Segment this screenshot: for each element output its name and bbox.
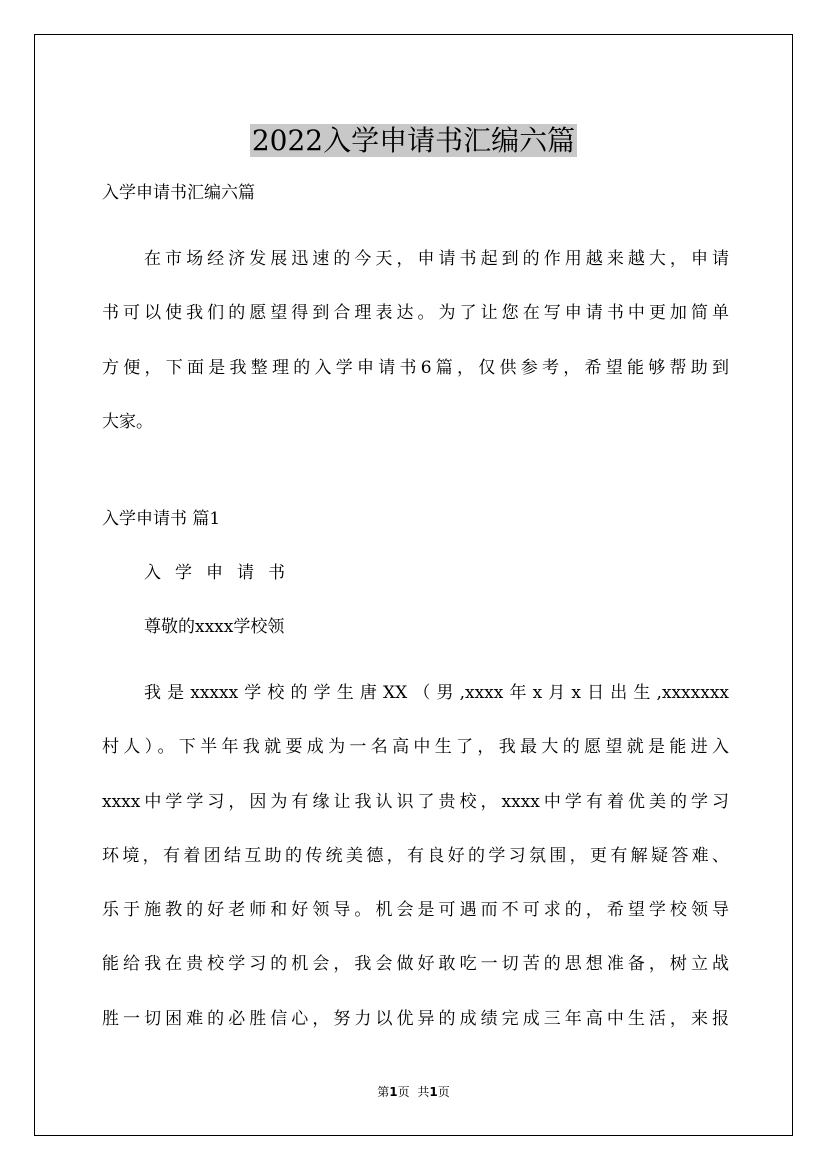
letter-body xyxy=(102,666,729,1046)
document-title-text: 2022入学申请书汇编六篇 xyxy=(251,123,576,157)
body-line: 环境，有着团结互助的传统美德，有良好的学习氛围，更有解疑答难、 xyxy=(102,845,729,866)
body-line: 能给我在贵校学习的机会，我会做好敢吃一切苦的思想准备，树立战 xyxy=(102,954,729,975)
intro-heading: 入学申请书汇编六篇 xyxy=(102,183,255,203)
body-line: 村人）。下半年我就要成为一名高中生了，我最大的愿望就是能进入 xyxy=(102,737,729,758)
intro-paragraph xyxy=(102,232,729,449)
page-footer xyxy=(0,1083,827,1101)
letter-title: 入学申请书 xyxy=(144,563,299,583)
body-line: 乐于施教的好老师和好领导。机会是可遇而不可求的，希望学校领导 xyxy=(102,900,729,921)
section-heading: 入学申请书 篇1 xyxy=(102,509,221,529)
body-line: 我是xxxxx学校的学生唐XX（男,xxxx年x月x日出生,xxxxxxx xyxy=(144,683,729,703)
footer-total-prefix: 共 xyxy=(417,1085,430,1099)
intro-line: 书可以使我们的愿望得到合理表达。为了让您在写申请书中更加简单 xyxy=(102,303,729,324)
footer-page-number: 1 xyxy=(389,1085,398,1099)
footer-prefix: 第 xyxy=(377,1085,390,1099)
footer-page-suffix: 页 xyxy=(397,1085,410,1099)
footer-total-suffix: 页 xyxy=(437,1085,450,1099)
intro-line: 在市场经济发展迅速的今天，申请书起到的作用越来越大，申请 xyxy=(144,249,729,269)
body-line: xxxx中学学习，因为有缘让我认识了贵校，xxxx中学有着优美的学习 xyxy=(102,791,729,812)
intro-line: 方便，下面是我整理的入学申请书6篇，仅供参考，希望能够帮助到 xyxy=(102,357,729,378)
intro-line: 大家。 xyxy=(102,411,153,432)
document-title xyxy=(0,119,827,163)
body-line: 胜一切困难的必胜信心，努力以优异的成绩完成三年高中生活，来报 xyxy=(102,1008,729,1029)
footer-total-pages: 1 xyxy=(429,1085,438,1099)
salutation: 尊敬的xxxx学校领 xyxy=(144,617,285,637)
